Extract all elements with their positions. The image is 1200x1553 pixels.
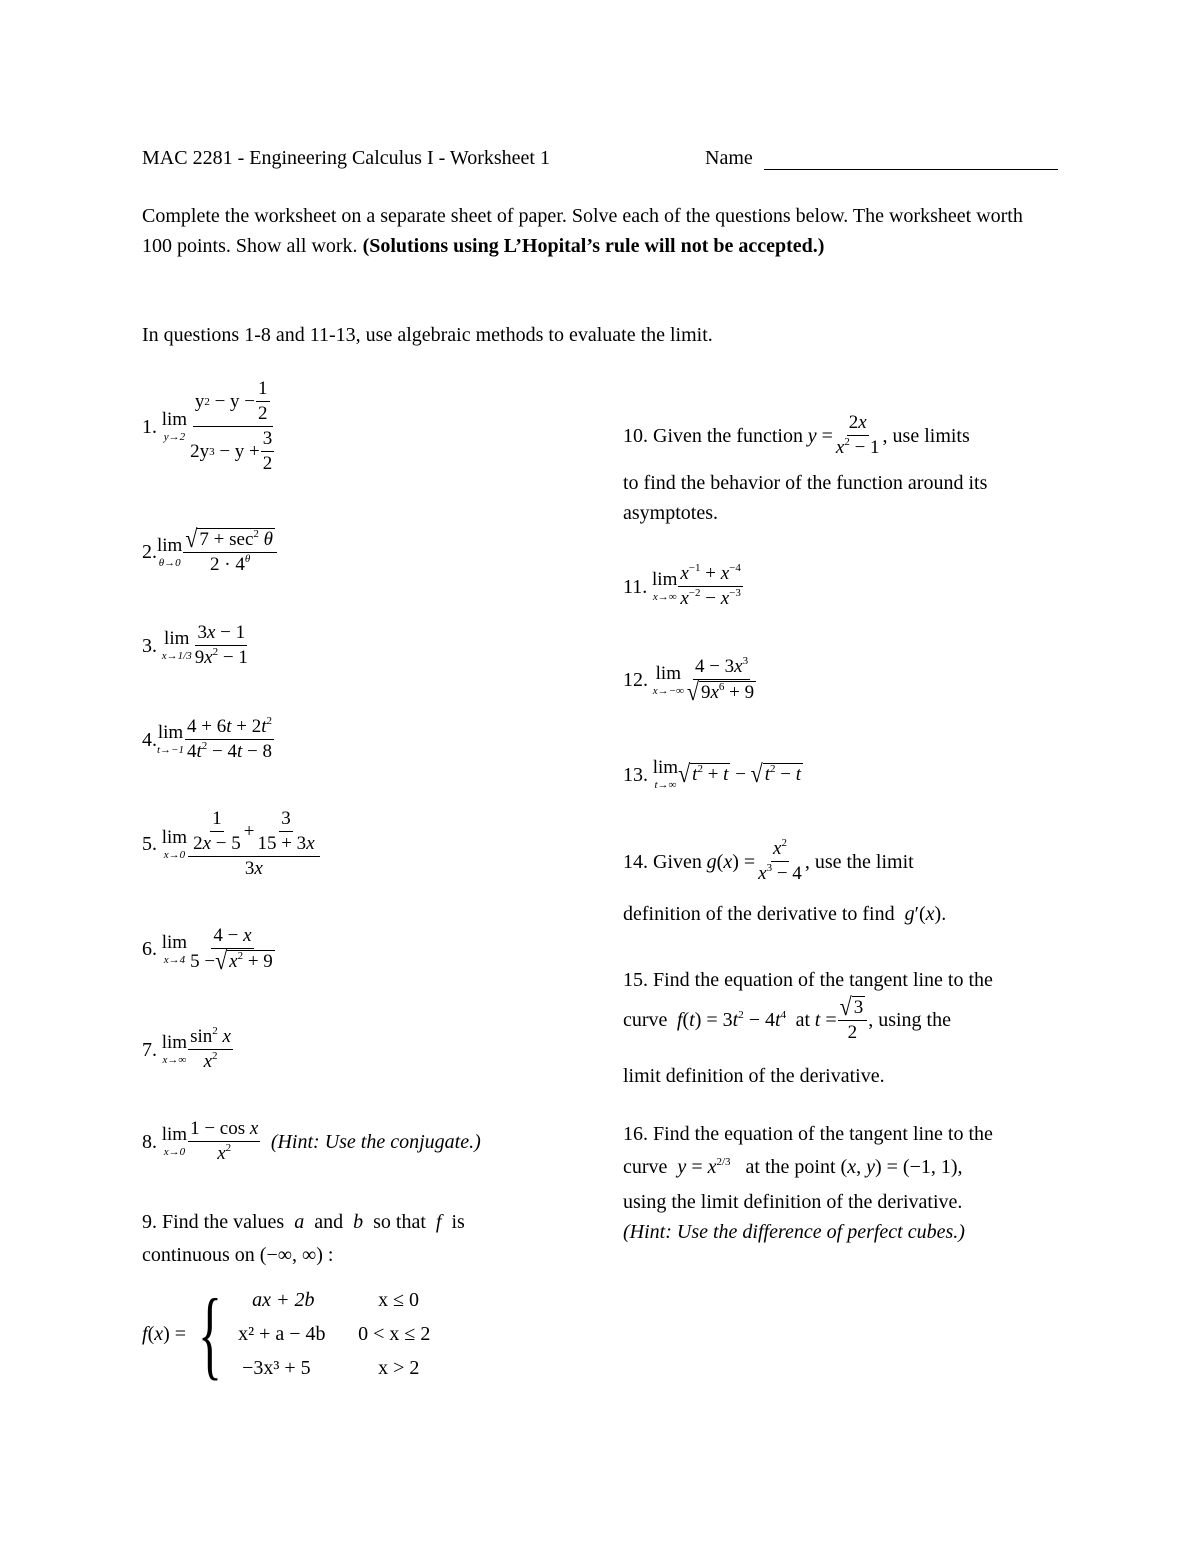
question-5 <box>142 808 321 880</box>
q9-case-3-cond: x > 2 <box>378 1357 420 1379</box>
q5-fraction: $\frac{1}{2x - 5}$ + $\frac{3}{15 + 3x}$ 3x <box>188 808 320 880</box>
q3-fraction: $\frac{3x - 1}{9x^2 - 1}$ <box>194 622 248 668</box>
question-10: 10. Given the function y = $\frac{2x}{x^2 - 1}$ , use limits <box>623 412 970 458</box>
q7-fraction: $\frac{\sin^2 x}{x^2}$ <box>190 1025 231 1072</box>
q6-fraction: 4 − x 5 − √ $x^2 + 9$ <box>190 925 273 975</box>
q16-text-curve: curve <box>623 1156 668 1178</box>
q12-fraction: $4 - 3x^3$ √ $9x^6 + 9$ <box>686 655 755 706</box>
q15-text-post: , using the <box>868 1009 951 1032</box>
q16-hint: (Hint: Use the difference of perfect cubes.) <box>623 1221 965 1243</box>
q15-fraction: √ 3 2 <box>838 996 868 1044</box>
q3-number: 3. <box>142 634 157 657</box>
q9-cases <box>238 1283 478 1385</box>
q4-number: 4. <box>142 728 157 751</box>
q11-limit: lim x→∞ <box>652 569 678 603</box>
q5-limit: lim x→0 <box>161 826 188 861</box>
q4-limit: lim t→−1 <box>157 722 184 756</box>
q8-limit: lim x→0 <box>161 1124 188 1158</box>
q9-case-3-expr: −3x³ + 5 <box>242 1357 311 1379</box>
q16-text-at-point: at the point <box>745 1156 836 1178</box>
left-brace-icon: { <box>198 1278 223 1389</box>
q9-case-2-cond: 0 < x ≤ 2 <box>358 1323 431 1345</box>
q15-text-line1: 15. Find the equation of the tangent line to the <box>623 969 993 991</box>
q6-number: 6. <box>142 938 157 960</box>
question-14: 14. Given g(x) = $\frac{x^2}{x^3 - 4}$ , use the limit <box>623 837 914 884</box>
q8-hint: (Hint: Use the conjugate.) <box>270 1130 481 1153</box>
q4-fraction: $\frac{4 + 6t + 2t^2}{4t^2 - 4t - 8}$ <box>186 715 272 762</box>
question-15-line-2: curve $f(t) = 3t^2 - 4t^4$ at t = √ 3 2 , using the <box>623 992 951 1044</box>
question-1 <box>142 378 278 475</box>
instructions-main: Complete the worksheet on a separate sheet of paper. Solve each of the questions below. The worksheet worth 100 points. Show all work. <box>142 205 1023 257</box>
q9-text-so-that: so that <box>373 1211 426 1233</box>
q13-limit: lim t→∞ <box>652 757 679 791</box>
question-16-line-2: curve $y = x^{2/3}$ at the point (x, y) = (−1, 1), <box>623 1156 963 1178</box>
question-11 <box>623 563 744 610</box>
q16-text-line3: using the limit definition of the derivative. <box>623 1191 963 1213</box>
q12-limit: lim x→−∞ <box>652 662 684 697</box>
intro-text: In questions 1-8 and 11-13, use algebraic methods to evaluate the limit. <box>142 324 713 346</box>
instructions-bold-note: (Solutions using L’Hopital’s rule will not be accepted.) <box>362 235 825 257</box>
q9-case-1-expr: ax + 2b <box>252 1289 315 1311</box>
question-4 <box>142 716 275 763</box>
name-label: Name <box>705 147 753 169</box>
q16-text-line1: 16. Find the equation of the tangent line to the <box>623 1123 993 1145</box>
instructions <box>142 201 1032 261</box>
q10-fraction: $\frac{2x}{x^2 - 1}$ <box>835 412 880 458</box>
q15-text-line3: limit definition of the derivative. <box>623 1065 885 1087</box>
q15-text-curve: curve <box>623 1009 668 1032</box>
q1-fraction: y 2 − y − $\frac{1}{2}$ 2y 3 − y + $\frac{3}{2}$ <box>190 378 273 474</box>
q9-case-1-cond: x ≤ 0 <box>378 1289 420 1311</box>
q1-limit: lim y→2 <box>161 409 188 443</box>
q14-fraction: $\frac{x^2}{x^3 - 4}$ <box>758 837 802 884</box>
q2-fraction: √ $7 + \sec^2 \theta$ $2 \cdot 4^\theta$ <box>183 528 277 576</box>
name-blank-line <box>764 169 1058 170</box>
q14-text-pre: 14. Given <box>623 850 702 873</box>
q9-interval: (−∞, ∞) <box>259 1244 323 1266</box>
q10-text-rest: to find the behavior of the function around its asymptotes. <box>623 472 988 524</box>
q9-text-and: and <box>314 1211 344 1233</box>
question-6 <box>142 925 278 973</box>
question-8 <box>142 1118 481 1165</box>
question-12 <box>623 656 759 704</box>
q8-fraction: $\frac{\text{1 − cos x}}{x^2}$ <box>190 1118 259 1164</box>
q1-number: 1. <box>142 415 157 438</box>
q14-text-line2: definition of the derivative to find <box>623 903 895 925</box>
worksheet-title: MAC 2281 - Engineering Calculus I - Worksheet 1 <box>142 147 550 169</box>
q15-text-at: at <box>795 1009 811 1032</box>
q11-number: 11. <box>623 575 648 598</box>
q12-number: 12. <box>623 669 648 692</box>
question-14-line-2: definition of the derivative to find g′(x). <box>623 903 947 925</box>
q9-text-continuous: continuous on <box>142 1244 255 1266</box>
q13-number: 13. <box>623 763 648 786</box>
question-9-line-1: 9. Find the values a and b so that f is <box>142 1211 465 1233</box>
q10-text-post: , use limits <box>882 424 970 447</box>
q7-number: 7. <box>142 1038 157 1061</box>
question-13: 13. lim t→∞ √ $t^2 + t$ − √ $t^2 - t$ <box>623 757 802 791</box>
q9-text-a: 9. Find the values <box>142 1211 285 1233</box>
q9-piecewise-function: f(x) = { ax + 2b x ≤ 0 x² + a − 4b 0 < x ≤ 2 −3x³ + 5 x > 2 <box>142 1283 478 1385</box>
question-9-line-2: continuous on (−∞, ∞) : <box>142 1244 334 1266</box>
q9-case-2-expr: x² + a − 4b <box>238 1323 326 1345</box>
q6-limit: lim x→4 <box>161 931 188 966</box>
q9-text-is: is <box>451 1211 465 1233</box>
question-7 <box>142 1026 234 1073</box>
q2-limit: lim θ→0 <box>157 534 183 569</box>
q5-number: 5. <box>142 833 157 855</box>
q11-fraction: $\frac{x^{-1} + x^{-4}}{x^{-2} - x^{-3}}$ <box>680 562 741 609</box>
q7-limit: lim x→∞ <box>161 1032 188 1066</box>
q14-text-post: , use the limit <box>804 850 914 873</box>
question-2 <box>142 524 278 576</box>
q2-number: 2. <box>142 541 157 564</box>
question-3 <box>142 622 251 669</box>
q8-number: 8. <box>142 1130 157 1153</box>
q10-text-pre: 10. Given the function <box>623 424 803 447</box>
q3-limit: lim x→1/3 <box>161 628 192 662</box>
